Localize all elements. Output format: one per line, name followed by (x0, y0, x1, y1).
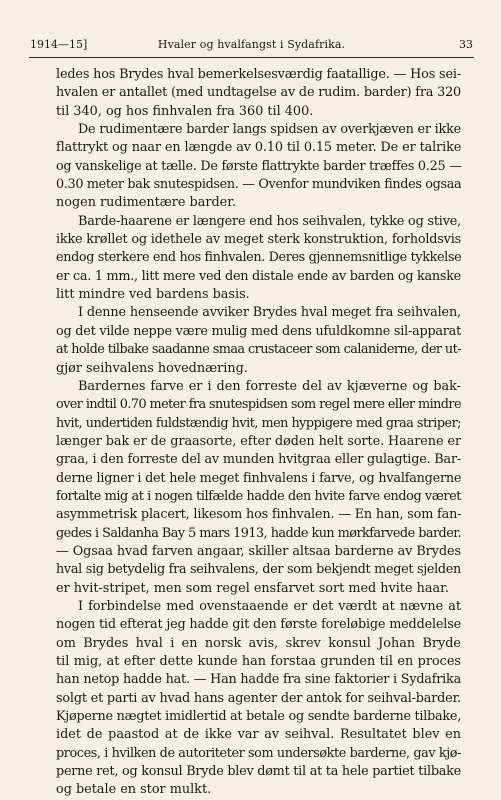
text-line: og betale en stor mulkt. (56, 782, 212, 798)
text-line: er ca. 1 mm., litt mere ved den distale ende av barden og kanske (56, 268, 461, 284)
text-line: over indtil 0.70 meter fra snutespidsen som regel mere eller mindre (56, 397, 461, 413)
text-line: litt mindre ved bardens basis. (56, 287, 250, 303)
text-line: gedes i Saldanha Bay 5 mars 1913, hadde kun mørkfarvede barder. (56, 525, 461, 541)
text-line: 0.30 meter bak snutespidsen. — Ovenfor mundviken findes ogsaa (56, 177, 462, 193)
text-line: solgt et parti av hvad hans agenter der antok for seihval-barder. (56, 690, 461, 706)
text-line: flattrykt og naar en længde av 0.10 til 0.15 meter. De er talrike (56, 140, 462, 156)
text-line: nogen tid efterat jeg hadde git den første foreløbige meddelelse (56, 617, 461, 633)
text-line: derne ligner i det hele meget finhvalens i farve, og hvalfangerne (56, 470, 462, 486)
text-line: gjør seihvalens hovednæring. (56, 360, 248, 376)
running-header (30, 37, 473, 53)
text-line: graa, i den forreste del av munden hvitgraa eller gulagtige. Bar- (56, 452, 461, 468)
text-line: til mig, at efter dette kunde han forstaa grunden til en proces (56, 654, 461, 669)
text-line: længer bak er de graasorte, efter døden helt sorte. Haarene er (56, 433, 461, 449)
text-line: fortalte mig at i nogen tilfælde hadde den hvite farve endog været (56, 488, 461, 504)
text-line: hvalen er antallet (med undtagelse av de rudim. barder) fra 320 (56, 85, 461, 101)
text-line: endog sterkere end hos finhvalen. Deres gjennemsnitlige tykkelse (56, 250, 462, 266)
body-text (56, 66, 461, 800)
text-line: ledes hos Brydes hval bemerkelsesværdig faatallige. — Hos sei- (56, 67, 461, 82)
text-line: Bardernes farve er i den forreste del av kjæverne og bak- (78, 378, 461, 394)
header-title: Hvaler og hvalfangst i Sydafrika. (157, 38, 346, 51)
header-rule (29, 57, 474, 58)
text-line: om Brydes hval i en norsk avis, skrev konsul Johan Bryde (56, 635, 461, 651)
text-line: perne ret, og konsul Bryde blev dømt til at ta hele partiet tilbake (56, 764, 461, 780)
text-line: idet de paastod at de ikke var av seihval. Resultatet blev en (56, 727, 461, 743)
text-line: proces, i hvilken de autoriteter som undersøkte barderne, gav kjø- (56, 745, 461, 761)
text-line: Barde-haarene er længere end hos seihvalen, tykke og stive, (78, 213, 461, 229)
text-line: De rudimentære barder langs spidsen av overkjæven er ikke (78, 122, 461, 138)
text-line: og det vilde neppe være mulig med dens ufuldkomne sil-apparat (56, 323, 461, 339)
text-line: nogen rudimentære barder. (56, 195, 237, 211)
text-line: hvit, undertiden fuldstændig hvit, men hyppigere med graa striper; (56, 415, 461, 431)
text-line: asymmetrisk placert, likesom hos finhvalen. — En han, som fan- (56, 507, 462, 523)
text-line: til 340, og hos finhvalen fra 360 til 400. (56, 103, 314, 119)
text-line: ikke krøllet og idethele av meget sterk konstruktion, forholdsvis (56, 232, 461, 248)
header-years: 1914—15] (30, 38, 88, 51)
page-number: 33 (459, 38, 473, 51)
text-line: er hvit-stripet, men som regel ensfarvet sort med hvite haar. (56, 580, 449, 596)
text-line: I denne henseende avviker Brydes hval meget fra seihvalen, (78, 305, 461, 321)
text-line: I forbindelse med ovenstaaende er det værdt at nævne at (78, 598, 461, 614)
text-line: — Ogsaa hvad farven angaar, skiller altsaa barderne av Brydes (56, 543, 461, 559)
text-line: og vanskelige at tælle. De første flattrykte barder træffes 0.25 — (56, 158, 462, 174)
text-line: Kjøperne nægtet imidlertid at betale og sendte barderne tilbake, (56, 709, 461, 725)
text-line: hval sig betydelig fra seihvalens, der som bekjendt meget sjelden (56, 562, 461, 578)
text-line: at holde tilbake saadanne smaa crustaceer som calaniderne, der ut- (56, 342, 461, 358)
text-line: han netop hadde hat. — Han hadde fra sine faktorier i Sydafrika (56, 672, 461, 688)
